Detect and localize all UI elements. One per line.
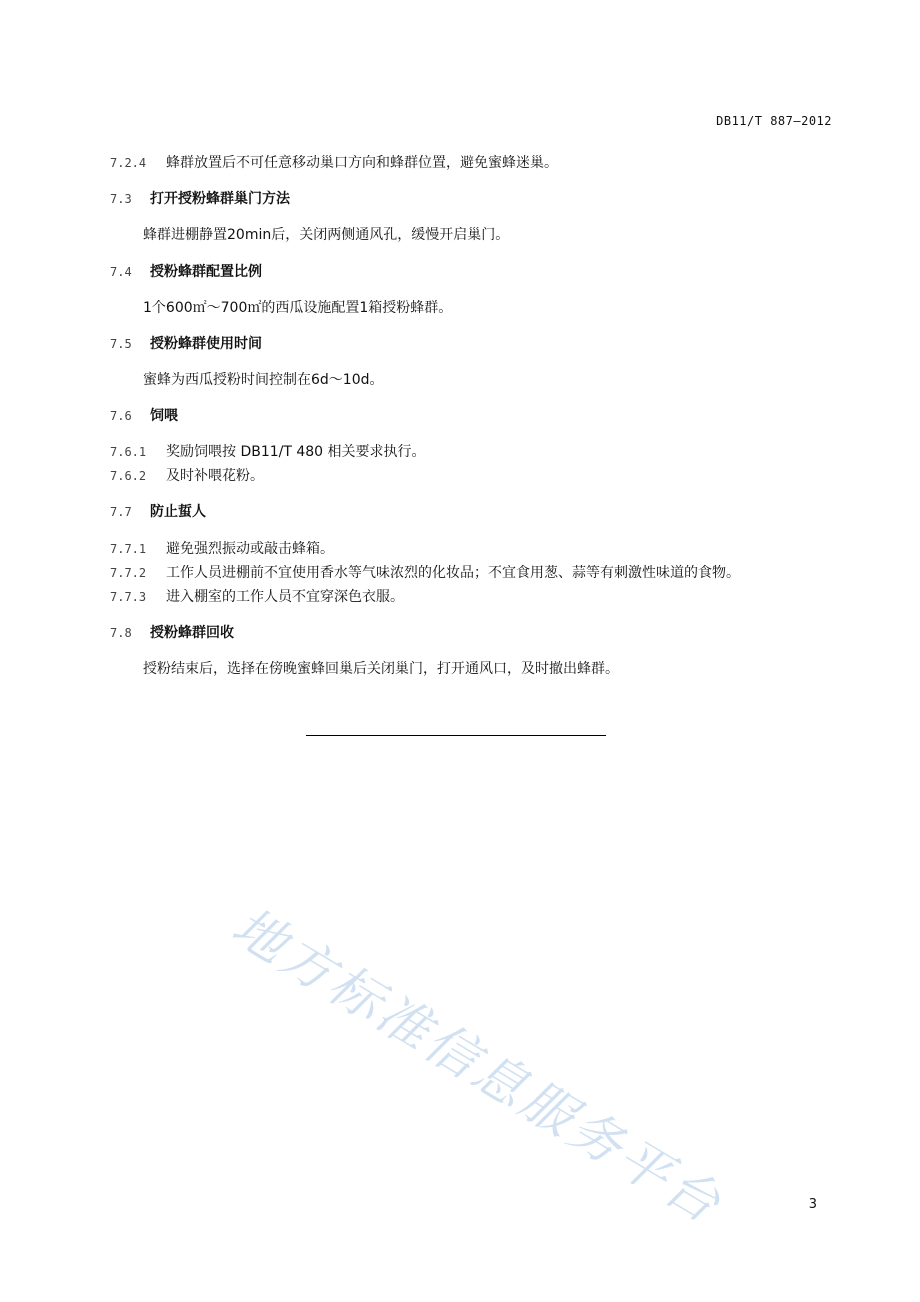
heading-text: 授粉蜂群配置比例 [150, 264, 262, 280]
paragraph-7-5: 蜜蜂为西瓜授粉时间控制在6d～10d。 [143, 372, 384, 388]
clause-number: 7.7.2 [110, 566, 147, 580]
heading-text: 打开授粉蜂群巢门方法 [150, 191, 290, 207]
heading-number: 7.5 [110, 337, 132, 351]
heading-7-4 [110, 261, 262, 281]
watermark: 地方标准信息服务平台 [221, 896, 733, 1237]
heading-7-6 [110, 405, 178, 425]
heading-number: 7.4 [110, 265, 132, 279]
clause-text: 及时补喂花粉。 [166, 468, 264, 484]
clause-text: 工作人员进棚前不宜使用香水等气味浓烈的化妆品；不宜食用葱、蒜等有刺激性味道的食物。 [166, 565, 740, 581]
end-rule [306, 735, 606, 736]
heading-7-5 [110, 333, 262, 353]
paragraph-7-4: 1个600㎡～700㎡的西瓜设施配置1箱授粉蜂群。 [143, 300, 453, 316]
clause-text: 蜂群放置后不可任意移动巢口方向和蜂群位置，避免蜜蜂迷巢。 [166, 155, 558, 171]
heading-7-8 [110, 622, 234, 642]
paragraph-7-8: 授粉结束后，选择在傍晚蜜蜂回巢后关闭巢门，打开通风口，及时撤出蜂群。 [143, 661, 619, 677]
clause-number: 7.7.3 [110, 590, 147, 604]
clause-7-7-2 [110, 562, 740, 582]
document-code: DB11/T 887—2012 [716, 114, 832, 128]
page-number: 3 [808, 1197, 817, 1212]
clause-number: 7.6.2 [110, 469, 147, 483]
clause-number: 7.2.4 [110, 156, 147, 170]
clause-text: 奖励饲喂按 DB11/T 480 相关要求执行。 [166, 444, 426, 460]
heading-text: 防止蜇人 [150, 504, 206, 520]
heading-number: 7.7 [110, 505, 132, 519]
heading-number: 7.6 [110, 409, 132, 423]
clause-7-2-4 [110, 152, 558, 172]
heading-number: 7.8 [110, 626, 132, 640]
heading-7-3 [110, 188, 290, 208]
clause-7-7-1 [110, 538, 334, 558]
clause-text: 进入棚室的工作人员不宜穿深色衣服。 [166, 589, 404, 605]
clause-text: 避免强烈振动或敲击蜂箱。 [166, 541, 334, 557]
heading-text: 授粉蜂群使用时间 [150, 336, 262, 352]
heading-7-7 [110, 501, 206, 521]
heading-text: 授粉蜂群回收 [150, 625, 234, 641]
clause-number: 7.7.1 [110, 542, 147, 556]
heading-number: 7.3 [110, 192, 132, 206]
clause-7-7-3 [110, 586, 404, 606]
clause-number: 7.6.1 [110, 445, 147, 459]
paragraph-7-3: 蜂群进棚静置20min后，关闭两侧通风孔，缓慢开启巢门。 [143, 227, 510, 243]
heading-text: 饲喂 [150, 408, 178, 424]
clause-7-6-2 [110, 465, 264, 485]
clause-7-6-1 [110, 441, 426, 461]
